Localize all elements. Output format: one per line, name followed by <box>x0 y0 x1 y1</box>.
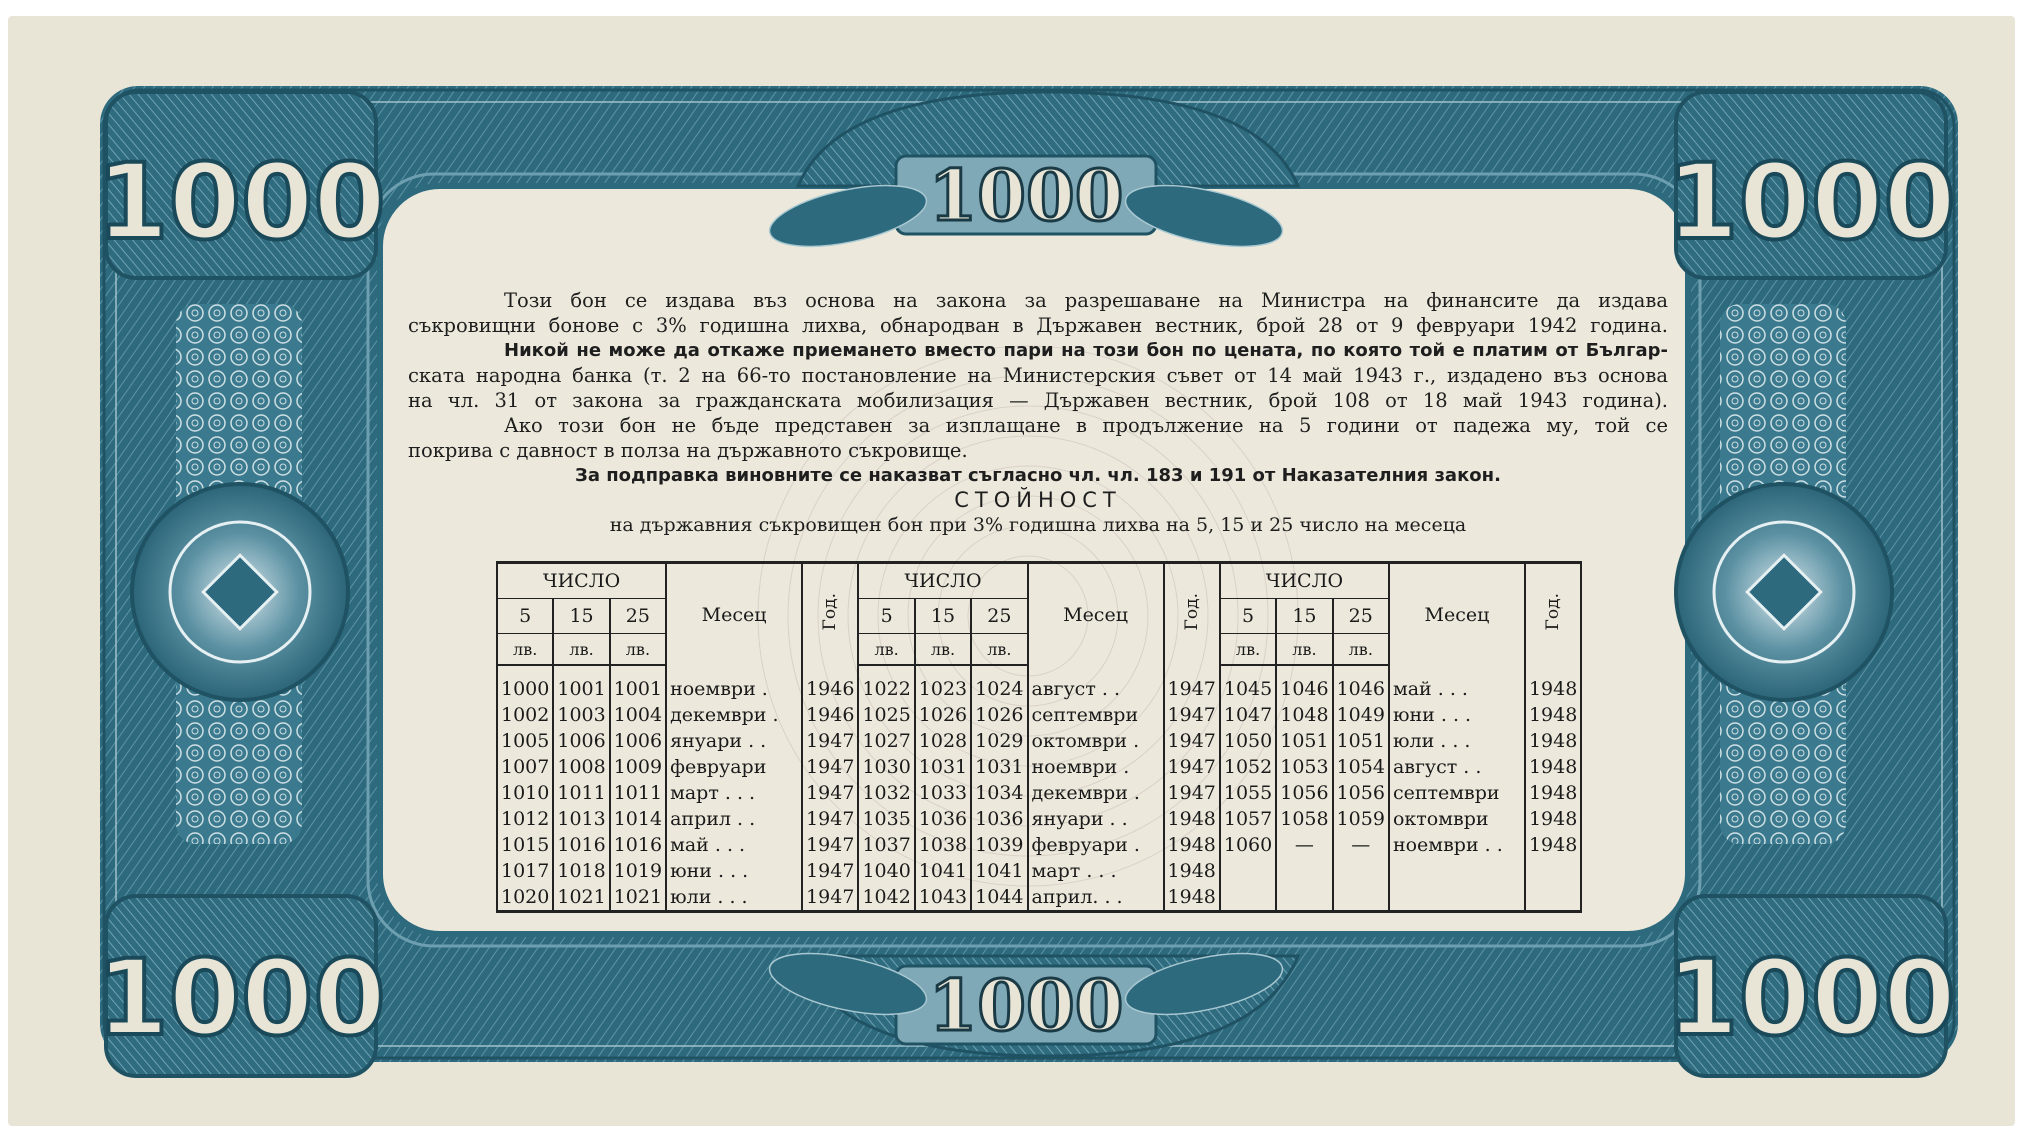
value-cell: 1035 <box>858 806 914 832</box>
value-cell: 1051 <box>1333 728 1389 754</box>
value-cell: 1053 <box>1276 754 1332 780</box>
value-cell: 1043 <box>915 884 971 912</box>
paragraph-1-line-2: съкровищни бонове с 3% годишна лихва, обнародван в Държавен вестник, брой 28 от 9 февруари 1942 година. <box>408 314 1668 337</box>
month-cell: юни . . . <box>1389 702 1525 728</box>
year-cell: 1948 <box>1525 754 1581 780</box>
year-cell: 1947 <box>1164 754 1220 780</box>
currency-label: лв. <box>553 634 609 666</box>
value-cell <box>1333 858 1389 884</box>
year-cell: 1948 <box>1525 728 1581 754</box>
year-cell: 1947 <box>802 806 858 832</box>
value-cell: 1000 <box>497 665 553 702</box>
day-15-header: 15 <box>1276 599 1332 634</box>
value-cell <box>1333 884 1389 912</box>
value-cell: 1042 <box>858 884 914 912</box>
month-cell: април. . . <box>1028 884 1164 912</box>
table-row <box>497 780 1581 806</box>
value-cell <box>1276 858 1332 884</box>
currency-label: лв. <box>497 634 553 666</box>
table-row <box>497 884 1581 912</box>
value-cell: 1044 <box>971 884 1027 912</box>
value-table-body <box>497 665 1581 912</box>
month-cell: февруари <box>666 754 802 780</box>
month-cell: май . . . <box>1389 665 1525 702</box>
value-cell: 1028 <box>915 728 971 754</box>
forgery-warning: За подправка виновните се наказват съгласно чл. чл. 183 и 191 от Наказателния закон. <box>575 465 1501 486</box>
value-cell: 1015 <box>497 832 553 858</box>
value-cell: 1056 <box>1333 780 1389 806</box>
value-cell: 1037 <box>858 832 914 858</box>
year-cell: 1947 <box>1164 665 1220 702</box>
value-cell: 1006 <box>610 728 666 754</box>
currency-label: лв. <box>858 634 914 666</box>
year-cell: 1948 <box>1164 858 1220 884</box>
year-cell: 1947 <box>802 884 858 912</box>
month-cell: юни . . . <box>666 858 802 884</box>
month-cell: януари . . <box>666 728 802 754</box>
value-cell <box>1220 858 1276 884</box>
year-cell: 1947 <box>1164 702 1220 728</box>
value-cell: 1023 <box>915 665 971 702</box>
month-cell: февруари . <box>1028 832 1164 858</box>
year-header: Год. <box>1164 563 1220 666</box>
denomination-top-left: 1000 <box>96 141 386 263</box>
value-cell: 1050 <box>1220 728 1276 754</box>
month-cell: октомври . <box>1028 728 1164 754</box>
month-cell: април . . <box>666 806 802 832</box>
month-cell: декември . <box>666 702 802 728</box>
value-cell: 1001 <box>553 665 609 702</box>
paragraph-3-line-1: Ако този бон не бъде представен за изплащане в продължение на 5 години от падежа му, той се <box>504 414 1668 437</box>
value-cell: 1017 <box>497 858 553 884</box>
value-cell: 1041 <box>971 858 1027 884</box>
denomination-bottom-left: 1000 <box>96 937 386 1059</box>
table-title: СТОЙНОСТ <box>954 488 1122 512</box>
value-cell: 1038 <box>915 832 971 858</box>
year-cell: 1948 <box>1525 806 1581 832</box>
left-rosette <box>132 484 348 700</box>
table-subtitle: на държавния съкровищен бон при 3% годишна лихва на 5, 15 и 25 число на месеца <box>609 514 1467 536</box>
year-cell: 1946 <box>802 665 858 702</box>
month-cell: септември <box>1389 780 1525 806</box>
table-row <box>497 665 1581 702</box>
value-cell: 1008 <box>553 754 609 780</box>
value-cell: 1032 <box>858 780 914 806</box>
table-row <box>497 702 1581 728</box>
value-cell: 1027 <box>858 728 914 754</box>
year-cell: 1947 <box>802 780 858 806</box>
day-15-header: 15 <box>915 599 971 634</box>
year-cell <box>1525 884 1581 912</box>
month-cell: август . . <box>1389 754 1525 780</box>
value-cell: 1045 <box>1220 665 1276 702</box>
value-cell: 1051 <box>1276 728 1332 754</box>
currency-label: лв. <box>915 634 971 666</box>
value-cell: 1040 <box>858 858 914 884</box>
day-25-header: 25 <box>610 599 666 634</box>
denomination-bottom-center: 1000 <box>928 964 1124 1047</box>
table-row <box>497 728 1581 754</box>
denomination-top-center: 1000 <box>928 154 1124 237</box>
month-header: Месец <box>666 563 802 666</box>
month-header: Месец <box>1389 563 1525 666</box>
year-cell: 1946 <box>802 702 858 728</box>
day-header: ЧИСЛО <box>497 563 666 599</box>
year-cell: 1948 <box>1525 702 1581 728</box>
value-cell: 1034 <box>971 780 1027 806</box>
value-cell: 1055 <box>1220 780 1276 806</box>
value-cell: 1039 <box>971 832 1027 858</box>
value-cell: 1007 <box>497 754 553 780</box>
value-cell: 1016 <box>553 832 609 858</box>
value-cell: 1021 <box>553 884 609 912</box>
value-cell: 1056 <box>1276 780 1332 806</box>
month-cell <box>1389 858 1525 884</box>
day-5-header: 5 <box>1220 599 1276 634</box>
year-cell: 1947 <box>802 858 858 884</box>
year-cell: 1948 <box>1525 832 1581 858</box>
table-row <box>497 806 1581 832</box>
legal-text <box>408 288 1668 538</box>
month-cell <box>1389 884 1525 912</box>
paragraph-2-line-3: на чл. 31 от закона за гражданската мобилизация — Държавен вестник, брой 108 от 18 май 1943 година). <box>408 389 1668 412</box>
value-cell: 1011 <box>553 780 609 806</box>
year-cell: 1947 <box>802 832 858 858</box>
month-cell: май . . . <box>666 832 802 858</box>
table-row <box>497 832 1581 858</box>
value-cell: 1001 <box>610 665 666 702</box>
table-row <box>497 754 1581 780</box>
value-cell: 1041 <box>915 858 971 884</box>
year-cell: 1948 <box>1525 665 1581 702</box>
year-cell <box>1525 858 1581 884</box>
denomination-bottom-right: 1000 <box>1666 937 1956 1059</box>
value-cell: 1021 <box>610 884 666 912</box>
month-cell: декември . <box>1028 780 1164 806</box>
value-cell: 1030 <box>858 754 914 780</box>
value-cell: 1049 <box>1333 702 1389 728</box>
currency-label: лв. <box>1276 634 1332 666</box>
value-cell: 1025 <box>858 702 914 728</box>
day-5-header: 5 <box>497 599 553 634</box>
paragraph-3-line-2: покрива с давност в полза на държавното съкровище. <box>408 439 968 462</box>
day-header: ЧИСЛО <box>858 563 1027 599</box>
year-cell: 1948 <box>1525 780 1581 806</box>
value-cell: 1026 <box>971 702 1027 728</box>
value-cell: 1052 <box>1220 754 1276 780</box>
value-cell: 1059 <box>1333 806 1389 832</box>
value-cell <box>1220 884 1276 912</box>
value-cell: 1010 <box>497 780 553 806</box>
currency-label: лв. <box>971 634 1027 666</box>
paragraph-2-line-1: Никой не може да откаже приемането вместо пари на този бон по цената, по която той е платим от Българ- <box>504 340 1668 361</box>
value-cell: 1013 <box>553 806 609 832</box>
value-cell: 1012 <box>497 806 553 832</box>
value-cell: 1004 <box>610 702 666 728</box>
value-cell: 1031 <box>971 754 1027 780</box>
value-cell: — <box>1333 832 1389 858</box>
value-cell: 1014 <box>610 806 666 832</box>
value-cell: 1006 <box>553 728 609 754</box>
day-25-header: 25 <box>1333 599 1389 634</box>
month-cell: януари . . <box>1028 806 1164 832</box>
denomination-top-right: 1000 <box>1666 141 1956 263</box>
year-cell: 1947 <box>1164 780 1220 806</box>
value-cell: 1020 <box>497 884 553 912</box>
day-header: ЧИСЛО <box>1220 563 1389 599</box>
year-cell: 1948 <box>1164 832 1220 858</box>
year-header: Год. <box>1525 563 1581 666</box>
value-cell: 1033 <box>915 780 971 806</box>
day-25-header: 25 <box>971 599 1027 634</box>
day-15-header: 15 <box>553 599 609 634</box>
year-cell: 1948 <box>1164 884 1220 912</box>
value-cell: 1011 <box>610 780 666 806</box>
value-cell: 1036 <box>915 806 971 832</box>
month-cell: август . . <box>1028 665 1164 702</box>
month-cell: юли . . . <box>666 884 802 912</box>
banknote-back <box>8 16 2015 1126</box>
value-cell: 1029 <box>971 728 1027 754</box>
paragraph-2-line-2: ската народна банка (т. 2 на 66-то постановление на Министерския съвет от 14 май 1943 г., издадено въз основа <box>408 364 1668 387</box>
currency-label: лв. <box>610 634 666 666</box>
month-cell: март . . . <box>666 780 802 806</box>
value-cell: 1046 <box>1276 665 1332 702</box>
value-cell: 1018 <box>553 858 609 884</box>
value-cell: 1026 <box>915 702 971 728</box>
value-cell: 1022 <box>858 665 914 702</box>
value-cell: 1036 <box>971 806 1027 832</box>
value-cell: 1031 <box>915 754 971 780</box>
value-cell: 1003 <box>553 702 609 728</box>
day-5-header: 5 <box>858 599 914 634</box>
month-cell: юли . . . <box>1389 728 1525 754</box>
month-cell: ноември . . <box>1389 832 1525 858</box>
currency-label: лв. <box>1333 634 1389 666</box>
value-cell: 1048 <box>1276 702 1332 728</box>
value-cell: 1060 <box>1220 832 1276 858</box>
year-cell: 1947 <box>1164 728 1220 754</box>
year-cell: 1948 <box>1164 806 1220 832</box>
value-cell: 1009 <box>610 754 666 780</box>
value-cell <box>1276 884 1332 912</box>
value-cell: 1016 <box>610 832 666 858</box>
currency-label: лв. <box>1220 634 1276 666</box>
value-cell: 1002 <box>497 702 553 728</box>
month-cell: март . . . <box>1028 858 1164 884</box>
paragraph-1-line-1: Този бон се издава въз основа на закона за разрешаване на Министра на финансите да издава <box>504 289 1668 312</box>
value-cell: 1058 <box>1276 806 1332 832</box>
value-cell: 1024 <box>971 665 1027 702</box>
value-cell: — <box>1276 832 1332 858</box>
month-cell: ноември . <box>1028 754 1164 780</box>
year-cell: 1947 <box>802 754 858 780</box>
month-header: Месец <box>1028 563 1164 666</box>
value-cell: 1057 <box>1220 806 1276 832</box>
right-rosette <box>1676 484 1892 700</box>
value-cell: 1047 <box>1220 702 1276 728</box>
month-cell: ноември . <box>666 665 802 702</box>
value-cell: 1019 <box>610 858 666 884</box>
month-cell: септември <box>1028 702 1164 728</box>
value-cell: 1054 <box>1333 754 1389 780</box>
value-table <box>496 561 1582 913</box>
year-cell: 1947 <box>802 728 858 754</box>
value-cell: 1005 <box>497 728 553 754</box>
value-cell: 1046 <box>1333 665 1389 702</box>
table-row <box>497 858 1581 884</box>
month-cell: октомври <box>1389 806 1525 832</box>
year-header: Год. <box>802 563 858 666</box>
